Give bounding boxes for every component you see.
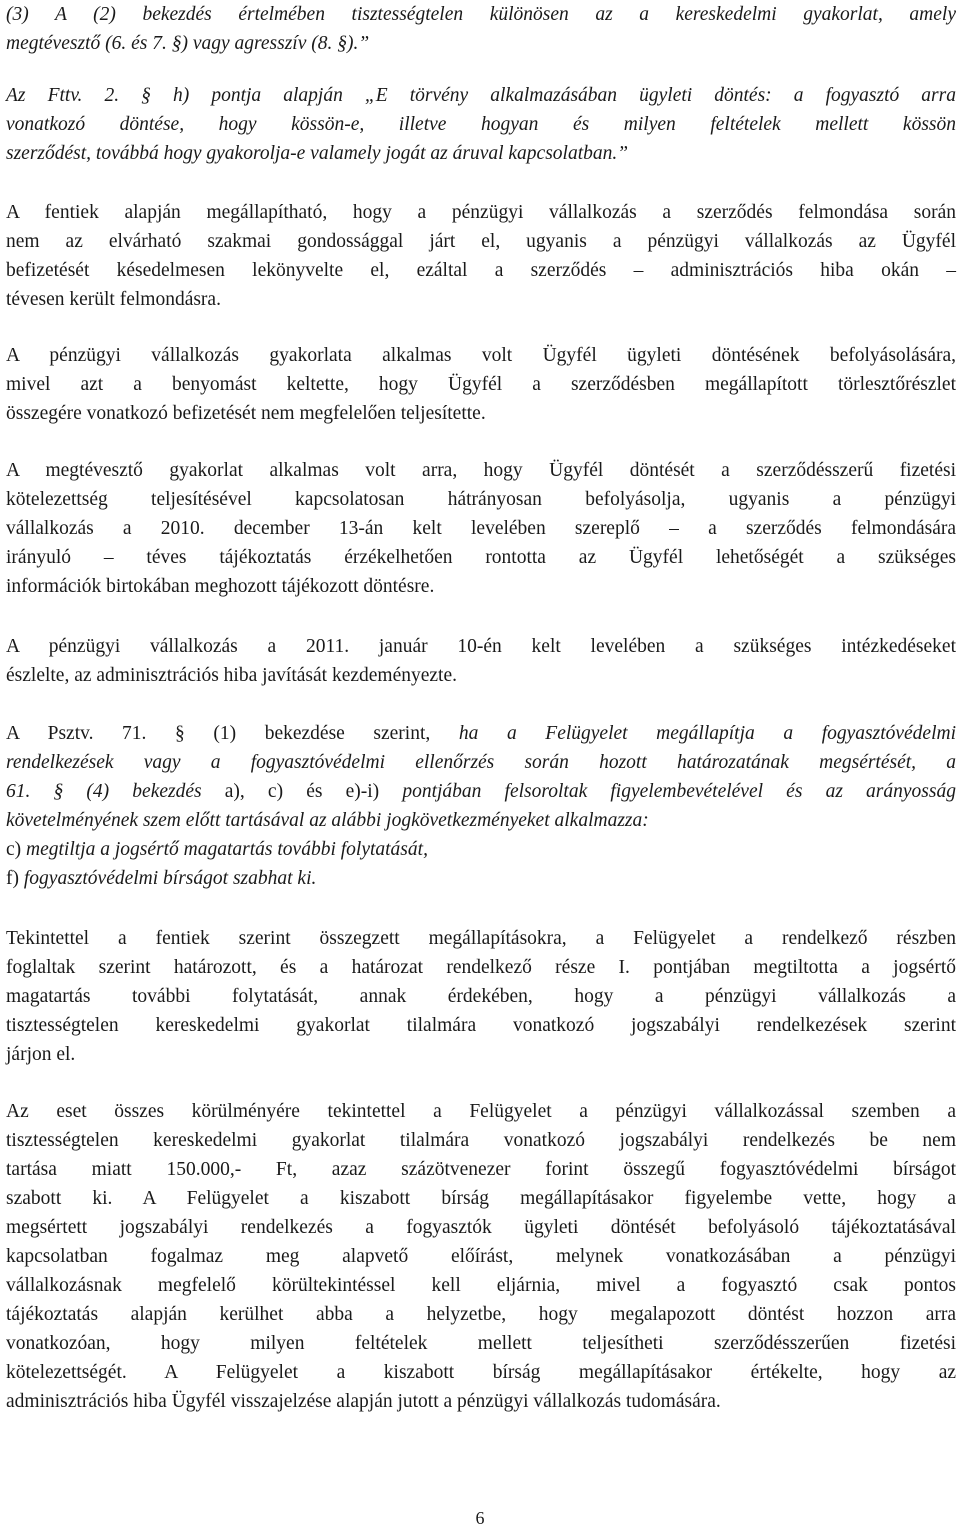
text-line: összegére vonatkozó befizetését nem megfelelően teljesítette. [6, 403, 486, 424]
text-line: tájékoztatás alapján kerülhet abba a helyzetbe, hogy megalapozott döntést hozzon arra [6, 1304, 956, 1325]
text-line: adminisztrációs hiba Ügyfél visszajelzése alapján jutott a pénzügyi vállalkozás tudomására. [6, 1391, 721, 1412]
text-line: tévesen került felmondásra. [6, 289, 221, 310]
text-span: A Psztv. 71. § (1) bekezdése szerint, [6, 723, 459, 744]
text-line: megsértett jogszabályi rendelkezés a fogyasztók ügyleti döntését befolyásoló tájékoztatásával [6, 1217, 956, 1238]
text-line: A megtévesztő gyakorlat alkalmas volt arra, hogy Ügyfél döntését a szerződésszerű fizetési [6, 460, 956, 481]
text-line: foglaltak szerint határozott, és a határozat rendelkező része I. pontjában megtiltotta a jogsértő [6, 957, 956, 978]
text-line: magatartás további folytatását, annak érdekében, hogy a pénzügyi vállalkozás a [6, 986, 956, 1007]
text-line: észlelte, az adminisztrációs hiba javítását kezdeményezte. [6, 665, 457, 686]
text-span: ha a Felügyelet megállapítja a fogyasztóvédelmi [458, 723, 956, 744]
text-line [6, 835, 956, 864]
text-line: befizetését késedelmesen lekönyvelte el, ezáltal a szerződés – adminisztrációs hiba okán – [6, 260, 956, 281]
text-span: c) [6, 839, 27, 860]
text-line: A pénzügyi vállalkozás a 2011. január 10-én kelt levelében a szükséges intézkedéseket [6, 636, 956, 657]
text-line: tartása miatt 150.000,- Ft, azaz százötvenezer forint összegű fogyasztóvédelmi bírságot [6, 1159, 956, 1180]
text-line: A pénzügyi vállalkozás gyakorlata alkalmas volt Ügyfél ügyleti döntésének befolyásolására, [6, 345, 956, 366]
text-span: a), c) és e)-i) [224, 781, 403, 802]
text-line: vállalkozásnak megfelelő körültekintéssel kell eljárnia, mivel a fogyasztó csak pontos [6, 1275, 956, 1296]
text-line: (3) A (2) bekezdés értelmében tisztességtelen különösen az a kereskedelmi gyakorlat, amely [6, 4, 956, 25]
text-line: kapcsolatban fogalmaz meg alapvető előírást, melynek vonatkozásában a pénzügyi [6, 1246, 956, 1267]
text-span: megtiltja a jogsértő magatartás további folytatását, [26, 839, 428, 860]
text-span: pontjában felsoroltak figyelembevételével és az arányosság [402, 781, 956, 802]
text-line: járjon el. [6, 1044, 76, 1065]
text-line: szerződést, továbbá hogy gyakorolja-e valamely jogát az áruval kapcsolatban.” [6, 143, 629, 164]
text-line [6, 864, 956, 893]
text-span: fogyasztóvédelmi bírságot szabhat ki. [23, 868, 317, 889]
text-line: irányuló – téves tájékoztatás érzékelhetően rontotta az Ügyfél lehetőségét a szükséges [6, 547, 956, 568]
text-line: Az Fttv. 2. § h) pontja alapján „E törvény alkalmazásában ügyleti döntés: a fogyasztó arra [6, 85, 956, 106]
text-span: f) [6, 868, 24, 889]
text-line: nem az elvárható szakmai gondossággal járt el, ugyanis a pénzügyi vállalkozás az Ügyfél [6, 231, 956, 252]
text-line: kötelezettségét. A Felügyelet a kiszabott bírság megállapításakor értékelte, hogy az [6, 1362, 956, 1383]
text-line: megtévesztő (6. és 7. §) vagy agresszív (8. §).” [6, 33, 370, 54]
text-line: Az eset összes körülményére tekintettel a Felügyelet a pénzügyi vállalkozással szemben a [6, 1101, 956, 1122]
text-line: vállalkozás a 2010. december 13-án kelt levelében szereplő – a szerződés felmondására [6, 518, 956, 539]
text-line: szabott ki. A Felügyelet a kiszabott bírság megállapításakor figyelembe vette, hogy a [6, 1188, 956, 1209]
text-line: mivel azt a benyomást keltette, hogy Ügyfél a szerződésben megállapított törlesztőrészlet [6, 374, 956, 395]
text-line: tisztességtelen kereskedelmi gyakorlat tilalmára vonatkozó jogszabályi rendelkezések szerint [6, 1015, 956, 1036]
text-span: 61. § (4) bekezdés [6, 781, 225, 802]
text-line: kötelezettség teljesítésével kapcsolatosan hátrányosan befolyásolja, ugyanis a pénzügyi [6, 489, 956, 510]
text-line: rendelkezések vagy a fogyasztóvédelmi ellenőrzés során hozott határozatának megsértését, a [6, 752, 956, 773]
text-line: követelményének szem előtt tartásával az alábbi jogkövetkezményeket alkalmazza: [6, 810, 649, 831]
text-line: vonatkozó döntése, hogy kössön-e, illetve hogyan és milyen feltételek mellett kössön [6, 114, 956, 135]
text-line: A fentiek alapján megállapítható, hogy a pénzügyi vállalkozás a szerződés felmondása során [6, 202, 956, 223]
text-line [6, 777, 956, 806]
text-line: információk birtokában meghozott tájékozott döntésre. [6, 576, 435, 597]
text-line [6, 719, 956, 748]
text-line: tisztességtelen kereskedelmi gyakorlat tilalmára vonatkozó jogszabályi rendelkezés be nem [6, 1130, 956, 1151]
text-line: Tekintettel a fentiek szerint összegzett megállapításokra, a Felügyelet a rendelkező részben [6, 928, 956, 949]
text-line: vonatkozóan, hogy milyen feltételek mellett teljesítheti szerződésszerűen fizetési [6, 1333, 956, 1354]
page-number: 6 [475, 1508, 485, 1528]
